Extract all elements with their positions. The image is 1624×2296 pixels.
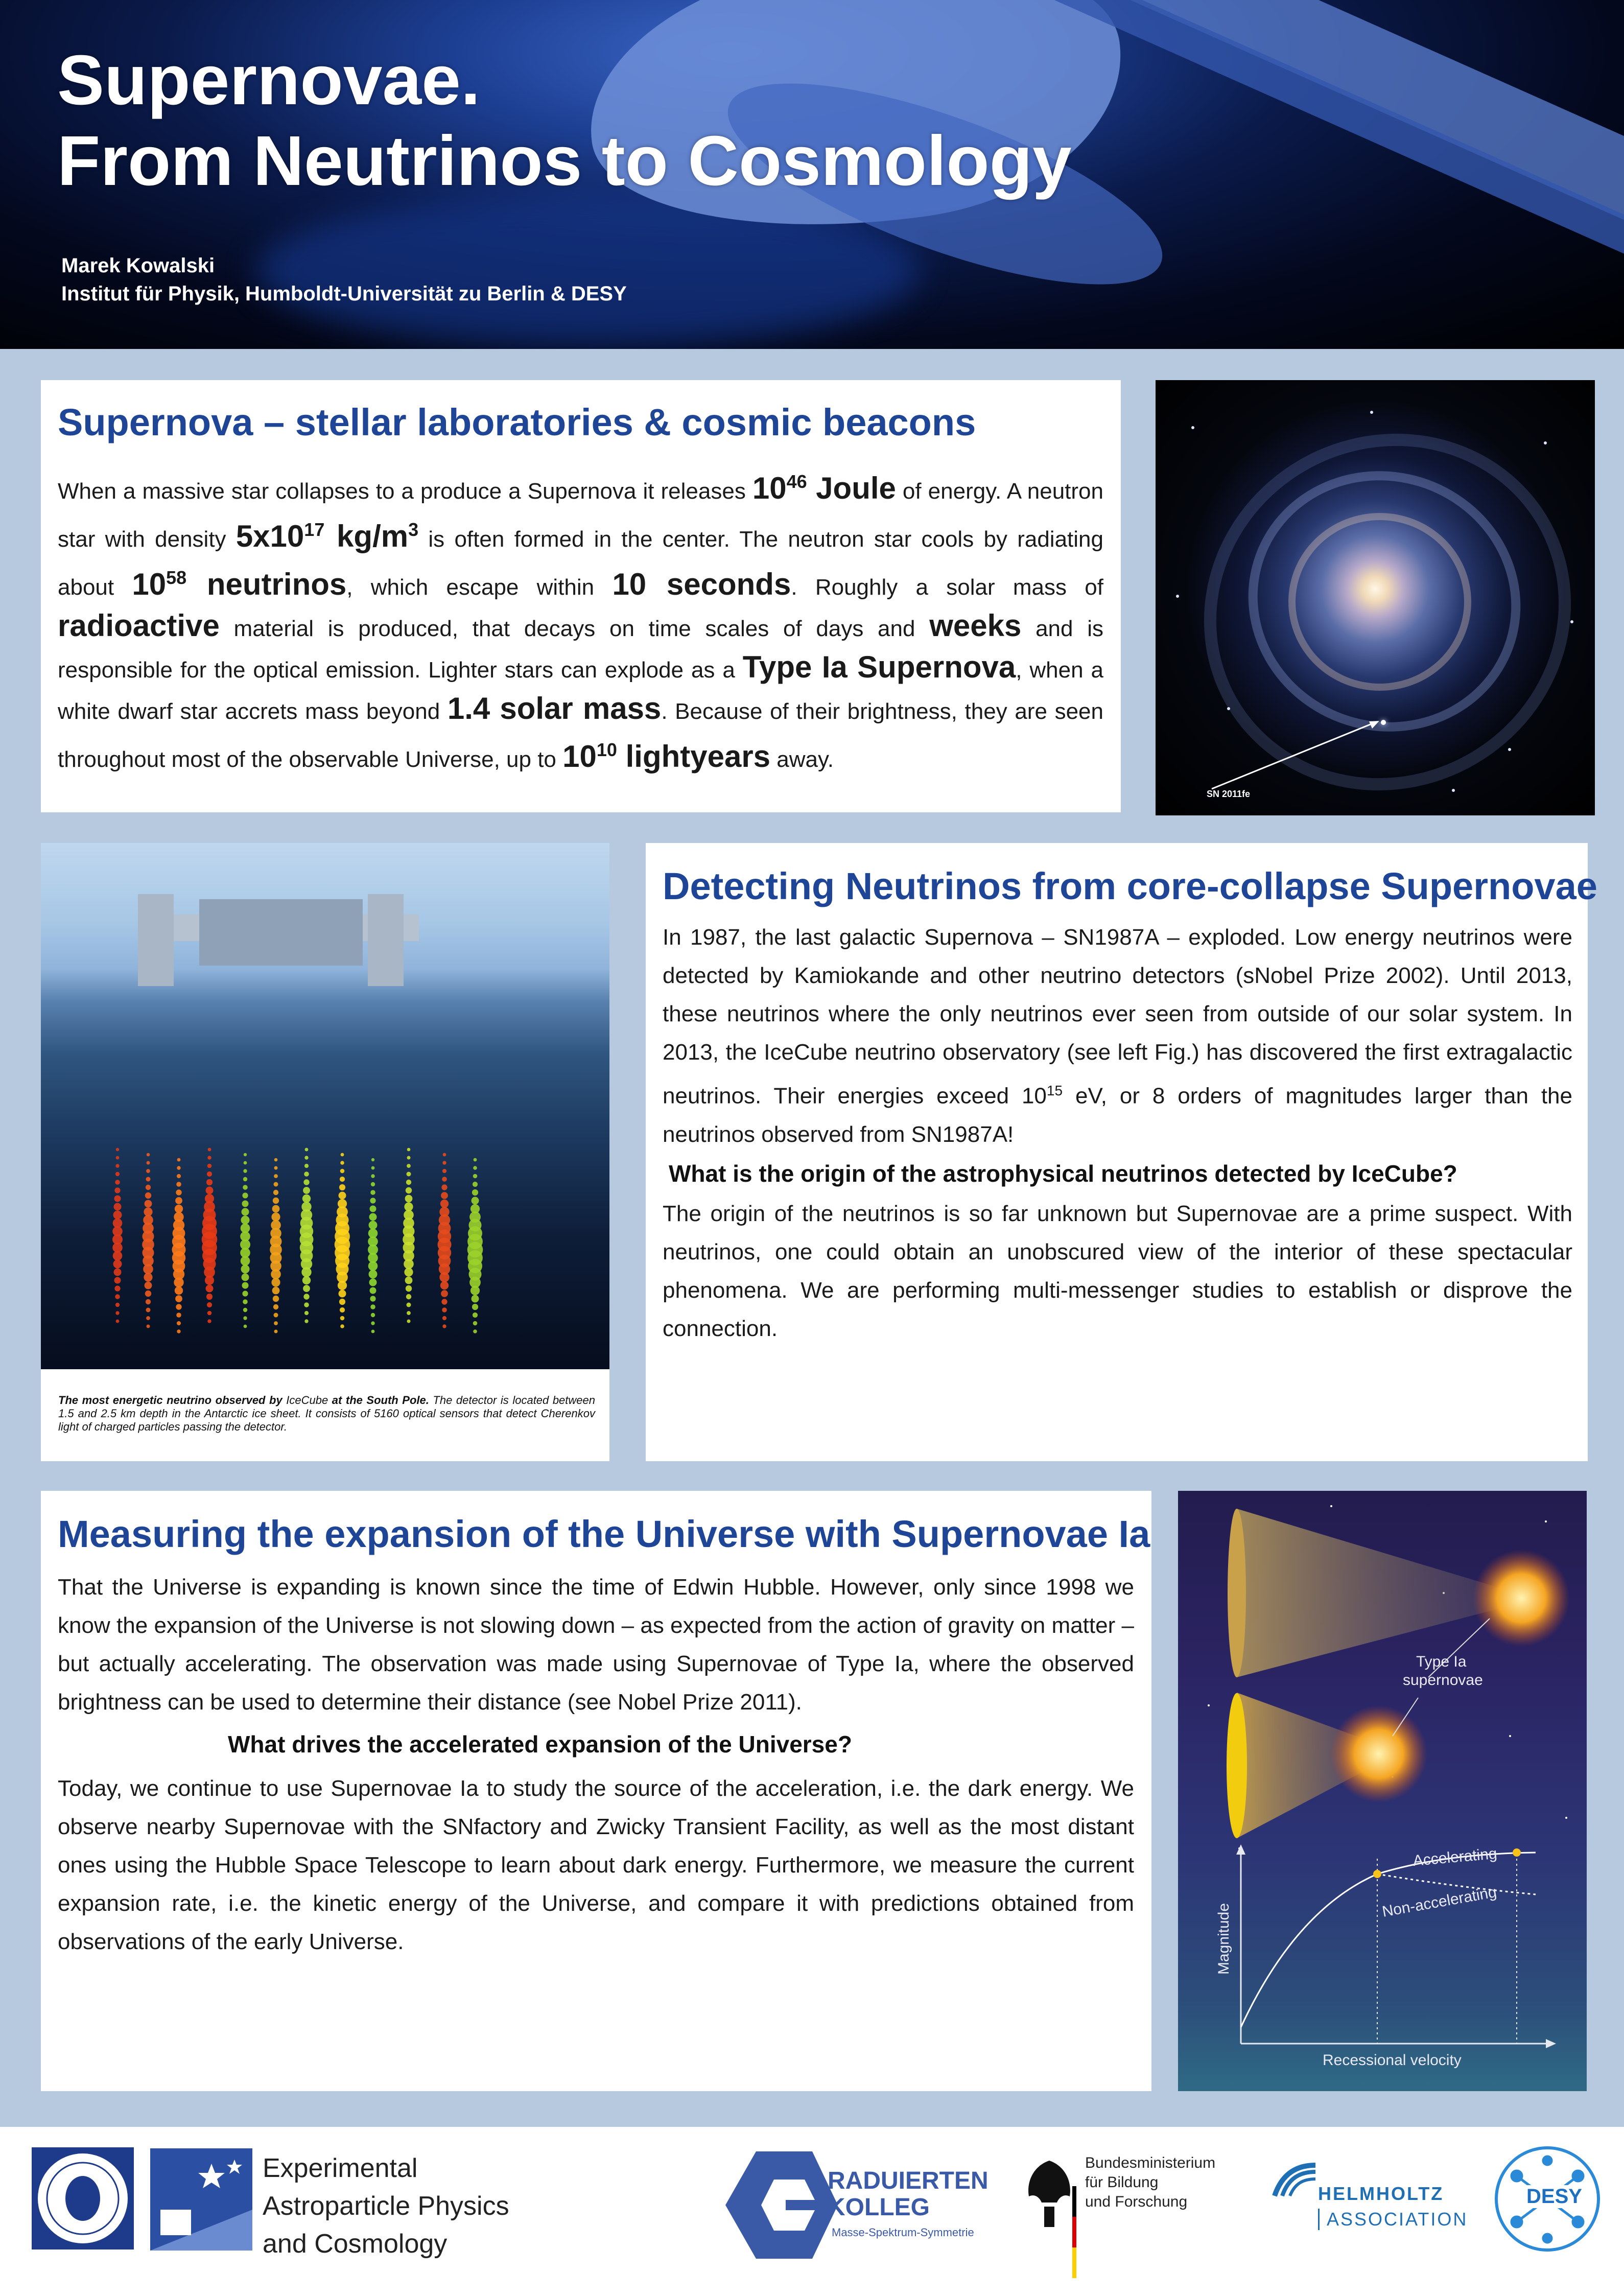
supernova-far bbox=[1473, 1550, 1570, 1647]
section-body: The origin of the neutrinos is so far unknown but Supernovae are a prime suspect. With neutrinos, one could obtain an unobscured view of the interior of these spectacular phenomena. We are performing multi-messenger studies to establish or disprove the connection. bbox=[663, 1201, 1572, 1341]
sensor-hit bbox=[115, 1172, 120, 1176]
sensor-hit bbox=[207, 1156, 211, 1160]
eapc-logo bbox=[150, 2148, 252, 2251]
bmbf-label: Bundesministerium für Bildung und Forschung bbox=[1085, 2154, 1216, 2210]
sensor-hit bbox=[371, 1313, 375, 1317]
sensor-hit bbox=[146, 1169, 150, 1173]
sensor-hit bbox=[273, 1198, 279, 1204]
sensor-hit bbox=[244, 1153, 247, 1156]
sensor-hit bbox=[303, 1187, 310, 1194]
federal-eagle-logo bbox=[1019, 2156, 1080, 2278]
section-body: When a massive star collapses to a produce a Supernova it releases $10^{46}$ Joule of energy. A neutron star with density $5x10^{17}$ $kg/m^3$ is often formed in the center. The neutron star cools by radiating about $10^{58}$ neutrinos, which escape within 10 seconds. Roughly a solar mass of radioactive material is produced, that decays on time scales of days and weeks and is responsible for the optical emission. Lighter stars can explode as a Type Ia Supernova, when a white dwarf star accrets mass beyond 1.4 solar mass. Because of their brightness, they are seen throughout most of the observable Universe, up to $10^{10}$ lightyears away. bbox=[58, 471, 1104, 774]
sensor-hit bbox=[369, 1279, 377, 1286]
sensor-hit bbox=[274, 1321, 278, 1325]
footer-logos bbox=[0, 2127, 1624, 2296]
sensor-hit bbox=[116, 1320, 120, 1323]
sensor-hit bbox=[143, 1264, 153, 1274]
sensor-hit bbox=[370, 1206, 376, 1212]
sensor-hit bbox=[242, 1291, 248, 1296]
sensor-hit bbox=[144, 1273, 152, 1281]
sensor-hit bbox=[208, 1148, 211, 1152]
sensor-hit bbox=[305, 1148, 309, 1152]
sensor-hit bbox=[242, 1208, 249, 1216]
sensor-hit bbox=[206, 1285, 214, 1293]
sensor-hit bbox=[144, 1207, 152, 1216]
sensor-hit bbox=[177, 1166, 180, 1169]
sensor-hit bbox=[442, 1161, 446, 1164]
sensor-hit bbox=[442, 1169, 446, 1173]
sensor-hit bbox=[207, 1164, 212, 1168]
sensor-hit bbox=[115, 1311, 119, 1315]
sensor-hit bbox=[340, 1161, 344, 1165]
sensor-hit bbox=[405, 1277, 413, 1284]
sensor-hit bbox=[442, 1177, 447, 1182]
sensor-hit bbox=[405, 1195, 413, 1203]
sensor-hit bbox=[473, 1166, 477, 1170]
sensor-hit bbox=[176, 1304, 181, 1309]
sensor-hit bbox=[241, 1216, 250, 1225]
sensor-hit bbox=[176, 1182, 181, 1187]
sensor-hit bbox=[206, 1187, 214, 1194]
sensor-hit bbox=[114, 1277, 121, 1284]
sensor-hit bbox=[370, 1287, 376, 1294]
sensor-hit bbox=[442, 1324, 446, 1328]
sensor-hit bbox=[205, 1276, 214, 1285]
sensor-hit bbox=[274, 1158, 278, 1162]
sensor-hit bbox=[304, 1319, 308, 1323]
sensor-hit bbox=[371, 1166, 375, 1170]
sensor-hit bbox=[116, 1156, 120, 1160]
sensor-hit bbox=[404, 1202, 413, 1211]
section-body: In 1987, the last galactic Supernova – SN1987A – exploded. Low energy neutrinos were detected by Kamiokande and other neutrino detectors (sNobel Prize 2002). Until 2013, these neutrinos where the only neutrinos ever seen from outside of our solar system. In 2013, the IceCube neutrino observatory (see left Fig.) has discovered the first extragalactic neutrinos. Their energies exceed $10^{15}$ eV, or 8 orders of magnitudes larger than the neutrinos observed from SN1987A! bbox=[663, 925, 1573, 1147]
sensor-hit bbox=[338, 1281, 347, 1290]
sensor-hit bbox=[369, 1221, 378, 1230]
sensor-hit bbox=[368, 1261, 378, 1271]
sensor-hit bbox=[271, 1278, 280, 1286]
sensor-hit bbox=[304, 1164, 309, 1168]
graduiertenkolleg-hexagon-logo bbox=[725, 2151, 838, 2259]
sensor-hit bbox=[145, 1192, 151, 1199]
sensor-hit bbox=[340, 1324, 344, 1328]
sensor-hit bbox=[339, 1290, 346, 1298]
sensor-hit bbox=[371, 1182, 375, 1186]
sensor-hit bbox=[243, 1177, 247, 1181]
section-title: Supernova – stellar laboratories & cosmic beacons bbox=[58, 401, 976, 443]
sensor-hit bbox=[207, 1302, 212, 1307]
sensor-hit bbox=[407, 1320, 411, 1323]
sensor-hit bbox=[243, 1185, 248, 1190]
sensor-hit bbox=[175, 1205, 183, 1213]
type-ia-label: Type Ia bbox=[1416, 1653, 1467, 1670]
desy-label: DESY bbox=[1524, 2185, 1584, 2208]
sensor-hit bbox=[147, 1153, 150, 1157]
sensor-hit bbox=[114, 1187, 120, 1193]
accelerating-curve bbox=[1241, 1853, 1536, 2027]
sensor-hit bbox=[243, 1308, 247, 1312]
sensor-hit bbox=[115, 1294, 120, 1299]
sensor-hit bbox=[441, 1192, 448, 1199]
sensor-hit bbox=[303, 1285, 310, 1292]
sensor-hit bbox=[369, 1270, 378, 1279]
sensor-hit bbox=[474, 1158, 477, 1162]
sensor-hit bbox=[207, 1311, 212, 1316]
sensor-hit bbox=[370, 1198, 375, 1203]
sensor-hit bbox=[273, 1296, 279, 1302]
sensor-hit bbox=[274, 1182, 278, 1187]
sensor-hit bbox=[473, 1329, 477, 1333]
sensor-hit bbox=[146, 1299, 151, 1304]
sensor-hit bbox=[241, 1265, 250, 1274]
sensor-hit bbox=[244, 1161, 247, 1165]
sensor-hit bbox=[472, 1189, 478, 1196]
sensor-hit bbox=[440, 1200, 449, 1208]
supernova-label: SN 2011fe bbox=[1207, 789, 1251, 799]
sensor-hit bbox=[243, 1316, 247, 1320]
sensor-hit bbox=[470, 1286, 480, 1295]
section-expansion-panel bbox=[41, 1491, 1151, 2091]
x-axis-label: Recessional velocity bbox=[1323, 2052, 1462, 2069]
sensor-hit bbox=[146, 1316, 150, 1320]
sensor-hit bbox=[113, 1211, 122, 1220]
sensor-hit bbox=[146, 1177, 151, 1182]
sensor-hit bbox=[146, 1308, 151, 1313]
sensor-hit bbox=[274, 1174, 278, 1178]
sensor-hit bbox=[406, 1187, 412, 1193]
sensor-hit bbox=[439, 1272, 449, 1282]
sensor-hit bbox=[147, 1325, 150, 1328]
sensor-hit bbox=[472, 1304, 478, 1310]
sensor-hit bbox=[340, 1169, 345, 1174]
sensor-hit bbox=[339, 1192, 346, 1200]
sensor-hit bbox=[274, 1313, 278, 1318]
sensor-hit bbox=[340, 1177, 345, 1182]
helmholtz-label: HELMHOLTZ bbox=[1318, 2183, 1444, 2204]
sensor-hit bbox=[177, 1321, 181, 1325]
sensor-hit bbox=[301, 1267, 311, 1277]
sensor-hit bbox=[472, 1295, 479, 1303]
sensor-hit bbox=[176, 1313, 181, 1318]
sensor-hit bbox=[407, 1172, 411, 1177]
sensor-hit bbox=[407, 1303, 411, 1307]
sensor-hit bbox=[371, 1158, 374, 1161]
section-body: That the Universe is expanding is known since the time of Edwin Hubble. However, only since 1998 we know the expansion of the Universe is not slowing down – as expected from the action of gravity on matter – but actually accelerating. The observation was made using Supernovae of Type Ia, where the observed brightness can be used to determine their distance (see Nobel Prize 2011). bbox=[58, 1575, 1134, 1715]
sensor-hit bbox=[442, 1307, 447, 1313]
non-accelerating-label: Non-accelerating bbox=[1381, 1883, 1498, 1920]
graduiertenkolleg-label: RADUIERTEN KOLLEG bbox=[828, 2167, 988, 2221]
sensor-hit bbox=[114, 1196, 121, 1202]
sensor-hit bbox=[207, 1172, 212, 1177]
sensor-hit bbox=[271, 1212, 280, 1221]
sensor-hit bbox=[404, 1268, 413, 1276]
graduiertenkolleg-subtitle: Masse-Spektrum-Symmetrie bbox=[832, 2226, 974, 2239]
sensor-hit bbox=[371, 1174, 374, 1178]
sensor-hit bbox=[340, 1316, 345, 1321]
institution: Institut für Physik, Humboldt-Universität zu Berlin & DESY bbox=[61, 283, 627, 305]
sensor-hit bbox=[174, 1277, 183, 1287]
research-question: What is the origin of the astrophysical neutrinos detected by IceCube? bbox=[669, 1160, 1457, 1187]
light-cone-far bbox=[1237, 1509, 1500, 1677]
humboldt-seal-logo bbox=[32, 2147, 134, 2250]
sensor-hit bbox=[370, 1304, 375, 1309]
author-name: Marek Kowalski bbox=[61, 254, 215, 277]
sensor-hit bbox=[115, 1180, 120, 1185]
sensor-hit bbox=[339, 1299, 345, 1305]
sensor-hit bbox=[175, 1197, 182, 1204]
sensor-hit bbox=[274, 1166, 278, 1170]
poster-title: Supernovae. From Neutrinos to Cosmology bbox=[57, 41, 1072, 200]
section-title: Measuring the expansion of the Universe with Supernovae Ia bbox=[58, 1513, 1150, 1555]
sensor-hit bbox=[272, 1205, 280, 1213]
sensor-hit bbox=[302, 1276, 311, 1284]
sensor-hit bbox=[340, 1307, 345, 1313]
sensor-hit bbox=[371, 1330, 375, 1333]
sensor-hit bbox=[242, 1201, 249, 1207]
sensor-hit bbox=[177, 1329, 180, 1333]
sensor-hit bbox=[406, 1294, 411, 1299]
sensor-hit bbox=[243, 1169, 247, 1173]
sensor-hit bbox=[114, 1285, 120, 1291]
sensor-hit bbox=[272, 1287, 280, 1295]
accelerating-label: Accelerating bbox=[1412, 1845, 1498, 1869]
sensor-hit bbox=[113, 1260, 122, 1269]
sensor-hit bbox=[441, 1299, 447, 1304]
section-supernova-panel bbox=[41, 380, 1121, 812]
sensor-hit bbox=[369, 1213, 377, 1221]
pointer-arrow bbox=[1156, 380, 1595, 815]
sensor-hit bbox=[407, 1164, 411, 1168]
sensor-hit bbox=[407, 1148, 411, 1152]
sensor-hit bbox=[146, 1185, 151, 1190]
sensor-hit bbox=[271, 1269, 281, 1279]
sensor-hit bbox=[440, 1281, 449, 1290]
sensor-hit bbox=[244, 1325, 247, 1328]
eapc-label: Experimental Astroparticle Physics and Cosmology bbox=[263, 2153, 509, 2259]
sensor-hit bbox=[273, 1190, 278, 1195]
helmholtz-association-label: ASSOCIATION bbox=[1318, 2209, 1468, 2230]
sensor-hit bbox=[175, 1286, 183, 1295]
sensor-hit bbox=[147, 1161, 150, 1165]
sensor-hit bbox=[303, 1294, 309, 1299]
section-title: Detecting Neutrinos from core-collapse Supernovae bbox=[663, 865, 1597, 907]
sensor-hit bbox=[304, 1172, 309, 1177]
sensor-hit bbox=[177, 1174, 181, 1178]
sensor-hit bbox=[370, 1190, 375, 1195]
sensor-hit bbox=[303, 1179, 309, 1185]
sensor-hit bbox=[473, 1313, 478, 1318]
sensor-hit bbox=[304, 1156, 308, 1159]
section-neutrinos-panel bbox=[646, 843, 1597, 1461]
sensor-hit bbox=[442, 1316, 446, 1320]
sensor-hit bbox=[243, 1299, 248, 1304]
sensor-hit bbox=[302, 1194, 311, 1203]
helmholtz-wave-icon bbox=[1272, 2163, 1318, 2198]
sensor-hit bbox=[473, 1174, 478, 1179]
sensor-hit bbox=[406, 1180, 411, 1185]
sensor-hit bbox=[441, 1184, 447, 1190]
sensor-hit bbox=[206, 1179, 213, 1185]
sensor-hit bbox=[406, 1285, 412, 1292]
sensor-hit bbox=[116, 1148, 119, 1151]
sensor-hit bbox=[242, 1282, 249, 1289]
sensor-hit bbox=[273, 1304, 278, 1309]
header-banner bbox=[0, 0, 1624, 349]
sensor-hit bbox=[404, 1259, 414, 1269]
sensor-hit bbox=[407, 1156, 411, 1160]
sensor-hit bbox=[242, 1274, 249, 1281]
sensor-hit bbox=[114, 1203, 122, 1211]
icecube-caption: The most energetic neutrino observed by IceCube at the South Pole. The detector is located between 1.5 and 2.5 km depth in the Antarctic ice sheet. It consists of 5160 optical sensors that detect Cherenkov light of charged particles passing the detector. bbox=[58, 1394, 596, 1433]
sensor-hit bbox=[113, 1251, 123, 1261]
sensor-hit bbox=[472, 1197, 479, 1205]
sensor-hit bbox=[441, 1290, 448, 1297]
sensor-hit bbox=[443, 1153, 446, 1157]
sensor-hit bbox=[114, 1269, 122, 1276]
icecube-detector-image bbox=[41, 843, 609, 1369]
sensor-hit bbox=[145, 1291, 151, 1297]
sensor-hit bbox=[145, 1282, 152, 1290]
supernova-near bbox=[1330, 1705, 1427, 1802]
sensor-hit bbox=[407, 1311, 411, 1315]
sensor-hit bbox=[115, 1164, 119, 1167]
sensor-hit bbox=[207, 1319, 211, 1323]
sensor-hit bbox=[370, 1296, 375, 1301]
supernova-ia-figure bbox=[1178, 1491, 1587, 2091]
sensor-hit bbox=[274, 1330, 278, 1333]
sensor-hit bbox=[176, 1189, 181, 1195]
sensor-hit bbox=[206, 1294, 213, 1300]
y-axis-label: Magnitude bbox=[1215, 1903, 1233, 1975]
sensor-hit bbox=[175, 1295, 182, 1302]
sensor-hit bbox=[341, 1153, 344, 1157]
sensor-strings bbox=[41, 843, 609, 1369]
sensor-hit bbox=[304, 1311, 309, 1315]
sensor-hit bbox=[145, 1200, 152, 1208]
sensor-hit bbox=[473, 1182, 478, 1187]
sensor-hit bbox=[115, 1303, 120, 1307]
sensor-hit bbox=[339, 1184, 345, 1190]
section-body: Today, we continue to use Supernovae Ia to study the source of the acceleration, i.e. the dark energy. We observe nearby Supernovae with the SNfactory and Zwicky Transient Facility, as well as the most distant ones using the Hubble Space Telescope to learn about dark energy. Furthermore, we measure the current expansion rate, i.e. the kinetic energy of the Universe, and compare it with predictions obtained from observations of the early Universe. bbox=[58, 1776, 1134, 1954]
sensor-hit bbox=[241, 1256, 250, 1266]
sensor-hit bbox=[473, 1321, 478, 1326]
icecube-caption-box bbox=[41, 1369, 609, 1461]
spiral-galaxy-image bbox=[1156, 380, 1595, 815]
sensor-hit bbox=[177, 1158, 181, 1162]
supernovae-label: supernovae bbox=[1403, 1672, 1483, 1689]
sensor-hit bbox=[242, 1192, 248, 1198]
sensor-hit bbox=[371, 1321, 374, 1325]
research-question: What drives the accelerated expansion of the Universe? bbox=[228, 1731, 852, 1758]
sensor-hit bbox=[304, 1302, 309, 1307]
